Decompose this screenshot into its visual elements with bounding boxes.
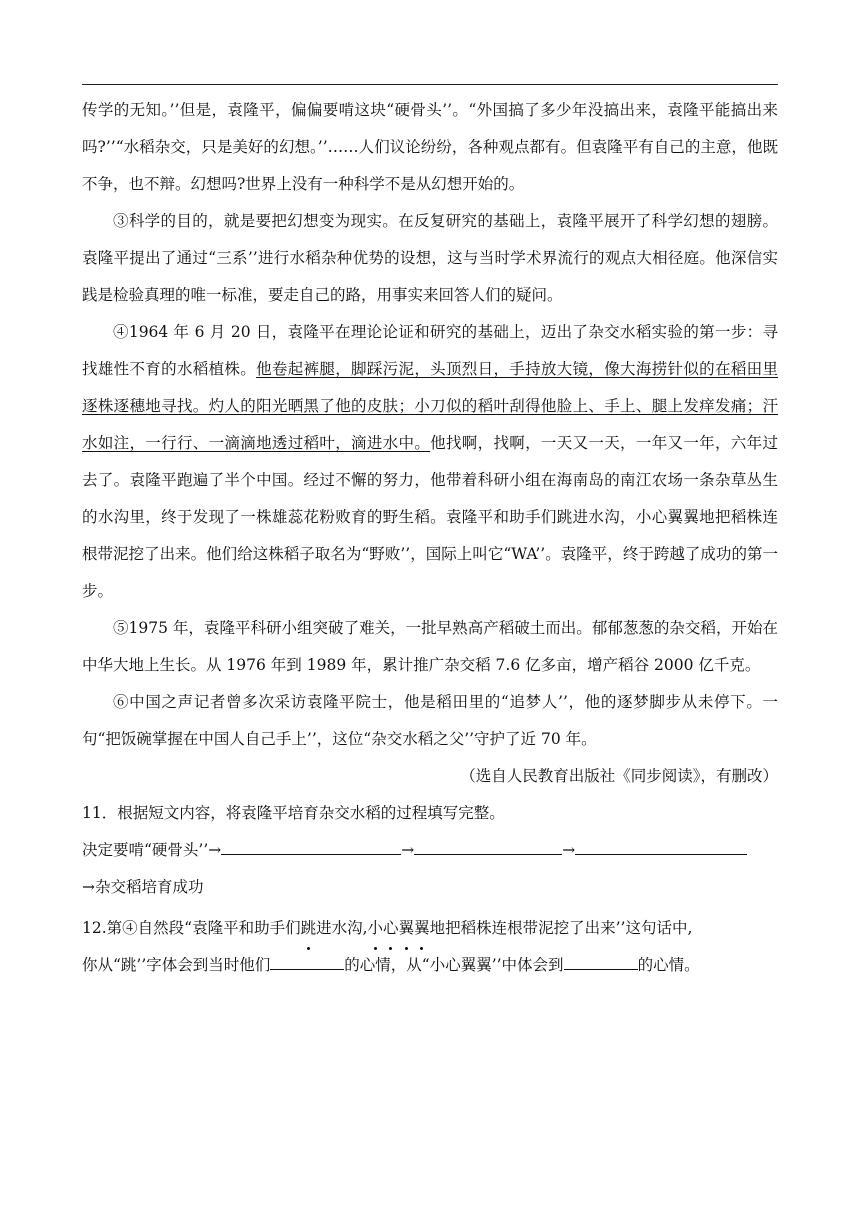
answer-blank-3[interactable] (575, 836, 747, 855)
question-11-end: →杂交稻培育成功 (82, 878, 204, 896)
flow-start: 决定要啃“硬骨头’’ (82, 841, 209, 859)
answer-blank-1[interactable] (221, 836, 401, 855)
paragraph-3: ③科学的目的，就是要把幻想变为现实。在反复研究的基础上，袁隆平展开了科学幻想的翅膀。袁隆平提出了通过“三系’’进行水稻杂种优势的设想，这与当时学术界流行的观点大相径庭。他深信实践是检验真理的唯一标准，要走自己的路，用事实来回答人们的疑问。 (82, 212, 778, 304)
paragraph-5: ⑤1975 年，袁隆平科研小组突破了难关，一批早熟高产稻破土而出。郁郁葱葱的杂交稻，开始在中华大地上生长。从 1976 年到 1989 年，累计推广杂交稻 7.6 亿多亩，增产稻谷 2000 亿千克。 (82, 619, 778, 674)
paragraph-6: ⑥中国之声记者曾多次采访袁隆平院士，他是稻田里的“追梦人’’，他的逐梦脚步从未停下。一句“把饭碗掌握在中国人自己手上’’，这位“杂交水稻之父’’守护了近 70 年。 (82, 693, 778, 748)
header-rule (82, 84, 778, 85)
emphasis-dot-char: 翼 (399, 910, 415, 947)
arrow-icon: → (208, 841, 222, 859)
arrow-icon: → (401, 841, 415, 859)
emphasis-dot-char: 翼 (414, 910, 430, 947)
paragraph-2-continued: 传学的无知。’’但是，袁隆平，偏偏要啃这块“硬骨头’’。“外国搞了多少年没搞出来，袁隆平能搞出来吗?’’“水稻杂交，只是美好的幻想。’’……人们议论纷纷，各种观点都有。但袁隆平有自己的主意，他既不争，也不辩。幻想吗?世界上没有一种科学不是从幻想开始的。 (82, 101, 778, 193)
arrow-icon: → (562, 841, 576, 859)
paragraph-4 (82, 314, 778, 610)
emphasis-dot-char: 心 (383, 910, 399, 947)
paragraph-4-underlined-sentence: 他卷起裤腿，脚踩污泥，头顶烈日，手持放大镜，像大海捞针似的在稻田里逐株逐穗地寻找。灼人的阳光晒黑了他的皮肤；小刀似的稻叶刮得他脸上、手上、腿上发痒发痛；汗水如注，一行行、一滴滴地透过稻叶，滴进水中。 (82, 360, 778, 452)
document-body (82, 92, 778, 984)
emphasis-dot-char: 小 (368, 910, 384, 947)
question-12-line-2: 你从“跳’’字体会到当时他们 的心情，从“小心翼翼’’中体会到 的心情。 (82, 947, 778, 984)
question-11-flow (82, 832, 778, 869)
paragraph-4-rest: 他找啊，找啊，一天又一天，一年又一年，六年过去了。袁隆平跑遍了半个中国。经过不懈的努力，他带着科研小组在海南岛的南江农场一条杂草丛生的水沟里，终于发现了一株雄蕊花粉败育的野生稻。袁隆平和助手们跳进水沟，小心翼翼地把稻株连根带泥挖了出来。他们给这株稻子取名为“野败’’，国际上叫它“WA’’。袁隆平，终于跨越了成功的第一步。 (82, 434, 778, 600)
source-citation: （选自人民教育出版社《同步阅读》，有删改） (460, 767, 778, 785)
answer-blank-5[interactable] (564, 951, 638, 970)
answer-blank-4[interactable] (270, 951, 344, 970)
question-12-line-1: 12.第④自然段“袁隆平和助手们跳进水沟,小心翼翼地把稻株连根带泥挖了出来’’这句话中, (82, 910, 778, 947)
answer-blank-2[interactable] (414, 836, 562, 855)
paragraph-4-intro: ④1964 年 6 月 20 日，袁隆平在理论论证和研究的基础上，迈出了杂交水稻实验的第一步：寻找雄性不育的水稻植株。 (82, 323, 778, 378)
question-11-stem: 11．根据短文内容，将袁隆平培育杂交水稻的过程填写完整。 (82, 804, 505, 822)
emphasis-dot-char: 跳 (301, 910, 317, 947)
